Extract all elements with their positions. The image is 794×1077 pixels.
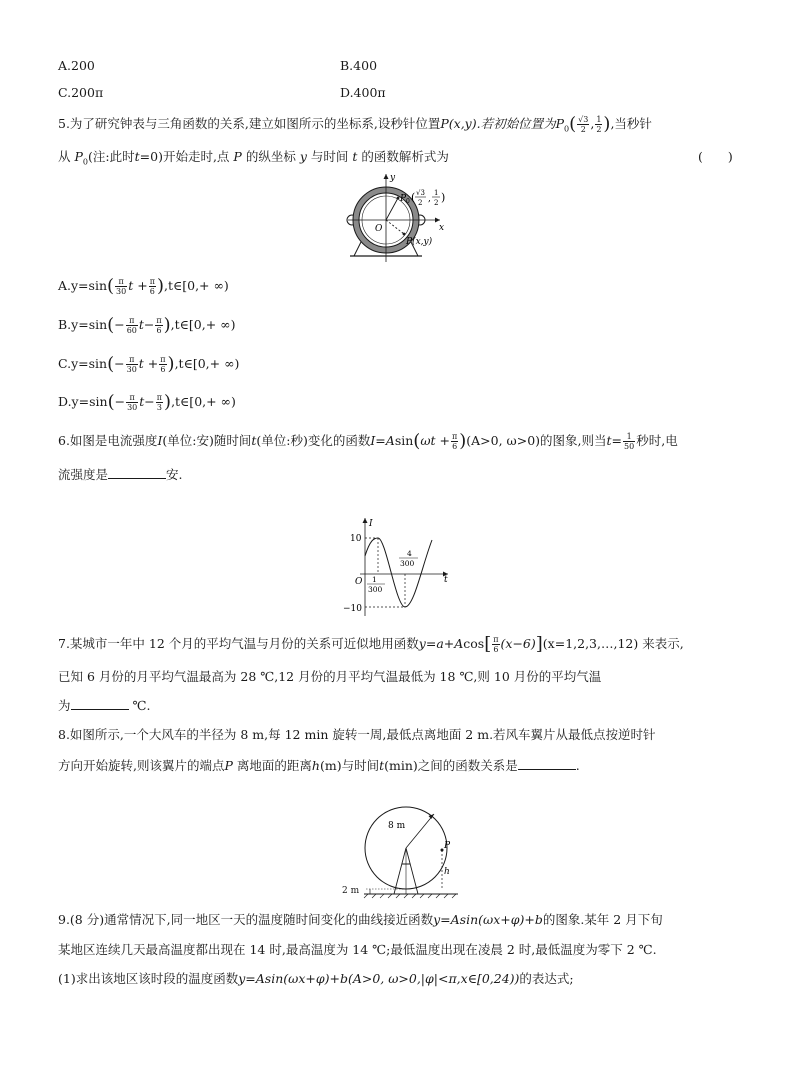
q5-option-b: B.y=sin(− $\frac{\pi}{60}$ t− $\frac{\pi}{6}$ ),t∈[0,+ ∞) bbox=[58, 314, 236, 336]
radius-label: 8 m bbox=[388, 821, 406, 831]
svg-text:300: 300 bbox=[368, 585, 383, 594]
q6-line2: 流强度是 安. bbox=[58, 467, 183, 482]
svg-text:,: , bbox=[428, 194, 431, 204]
svg-text:2: 2 bbox=[418, 199, 423, 207]
clock-origin-label: O bbox=[375, 224, 383, 234]
svg-text:√3: √3 bbox=[416, 189, 425, 197]
q6-origin: O bbox=[355, 577, 363, 587]
answer-blank bbox=[108, 466, 166, 479]
svg-text:4: 4 bbox=[407, 549, 412, 558]
q5-line1: 5.为了研究钟表与三角函数的关系,建立如图所示的坐标系,设秒针位置P(x,y).若初始位置为$P_0$( $\frac{√3}{2}$ , $\frac{1}{2}$ ),当秒针 bbox=[58, 113, 652, 135]
radius-arrow bbox=[406, 814, 434, 848]
q8-windmill-figure bbox=[362, 800, 462, 900]
q7-line3: 为 ℃. bbox=[58, 698, 151, 713]
point-p0 bbox=[397, 197, 400, 200]
q5-clock-figure bbox=[340, 168, 470, 265]
svg-text:1: 1 bbox=[372, 575, 377, 584]
q8-line2: 方向开始旋转,则该翼片的端点P 离地面的距离h(m)与时间t(min)之间的函数关系是 . bbox=[58, 758, 580, 773]
svg-text:): ) bbox=[441, 191, 446, 204]
q5-option-c: C.y=sin(− $\frac{\pi}{30}$ t + $\frac{\pi}{6}$ ),t∈[0,+ ∞) bbox=[58, 353, 240, 375]
q4-option-c: C.200π bbox=[58, 85, 104, 100]
q7-line1: 7.某城市一年中 12 个月的平均气温与月份的关系可近似地用函数y=a+Acos[ $\frac{\pi}{6}$ (x−6)](x=1,2,3,…,12) 来表示, bbox=[58, 633, 684, 655]
svg-text:300: 300 bbox=[400, 559, 415, 568]
q5-option-d: D.y=sin(− $\frac{\pi}{30}$ t− $\frac{\pi}{3}$ ),t∈[0,+ ∞) bbox=[58, 391, 236, 413]
p-label: P bbox=[444, 841, 451, 851]
q5-line2: 从 $P_0$(注:此时t=0)开始走时,点 P 的纵坐标 y 与时间 t 的函数解析式为 bbox=[58, 149, 449, 167]
q4-option-d: D.400π bbox=[340, 85, 386, 100]
q6-line1: 6.如图是电流强度I(单位:安)随时间t(单位:秒)变化的函数I=Asin(ωt + $\frac{\pi}{6}$ )(A>0, ω>0)的图象,则当t= $\frac{1}{50}$ 秒时,电 bbox=[58, 430, 678, 452]
q8-line1: 8.如图所示,一个大风车的半径为 8 m,每 12 min 旋转一周,最低点离地面 2 m.若风车翼片从最低点按逆时针 bbox=[58, 727, 656, 742]
q6-current-graph bbox=[340, 516, 452, 620]
ground-height-label-text: 2 m bbox=[342, 886, 360, 896]
point-p bbox=[403, 233, 406, 236]
q6-tick-top: 10 bbox=[350, 534, 362, 544]
svg-text:0: 0 bbox=[406, 198, 410, 205]
h-label: h bbox=[444, 867, 450, 877]
q4-option-a: A.200 bbox=[58, 58, 95, 73]
q9-line1: 9.(8 分)通常情况下,同一地区一天的温度随时间变化的曲线接近函数y=Asin(ωx+φ)+b的图象.某年 2 月下旬 bbox=[58, 912, 663, 927]
q9-line2: 某地区连续几天最高温度都出现在 14 时,最高温度为 14 ℃;最低温度出现在凌晨 2 时,最低温度为零下 2 ℃. bbox=[58, 942, 657, 957]
q5-option-a: A.y=sin( $\frac{\pi}{30}$ t + $\frac{\pi}{6}$ ),t∈[0,+ ∞) bbox=[58, 275, 229, 297]
q6-sine-curve bbox=[365, 538, 432, 607]
clock-y-label: y bbox=[390, 173, 396, 183]
clock-x-label: x bbox=[439, 223, 445, 233]
svg-text:(: ( bbox=[411, 191, 416, 204]
svg-text:2: 2 bbox=[434, 199, 439, 207]
p-label: P(x,y) bbox=[406, 237, 433, 247]
svg-text:1: 1 bbox=[434, 189, 439, 197]
q6-y-label: I bbox=[369, 519, 373, 529]
q4-option-b: B.400 bbox=[340, 58, 378, 73]
answer-blank bbox=[71, 697, 129, 710]
p0-label: P bbox=[400, 194, 407, 204]
answer-bracket: ( ) bbox=[698, 149, 733, 164]
answer-blank bbox=[518, 757, 576, 770]
q9-line3: (1)求出该地区该时段的温度函数y=Asin(ωx+φ)+b(A>0, ω>0,|φ|<π,x∈[0,24))的表达式; bbox=[58, 971, 574, 986]
q6-tick-bottom: −10 bbox=[343, 604, 362, 614]
ground-hatch bbox=[364, 894, 456, 898]
q6-x-label: t bbox=[444, 575, 448, 585]
q7-line2: 已知 6 月份的月平均气温最高为 28 ℃,12 月份的月平均气温最低为 18 ℃,则 10 月份的平均气温 bbox=[58, 669, 602, 684]
